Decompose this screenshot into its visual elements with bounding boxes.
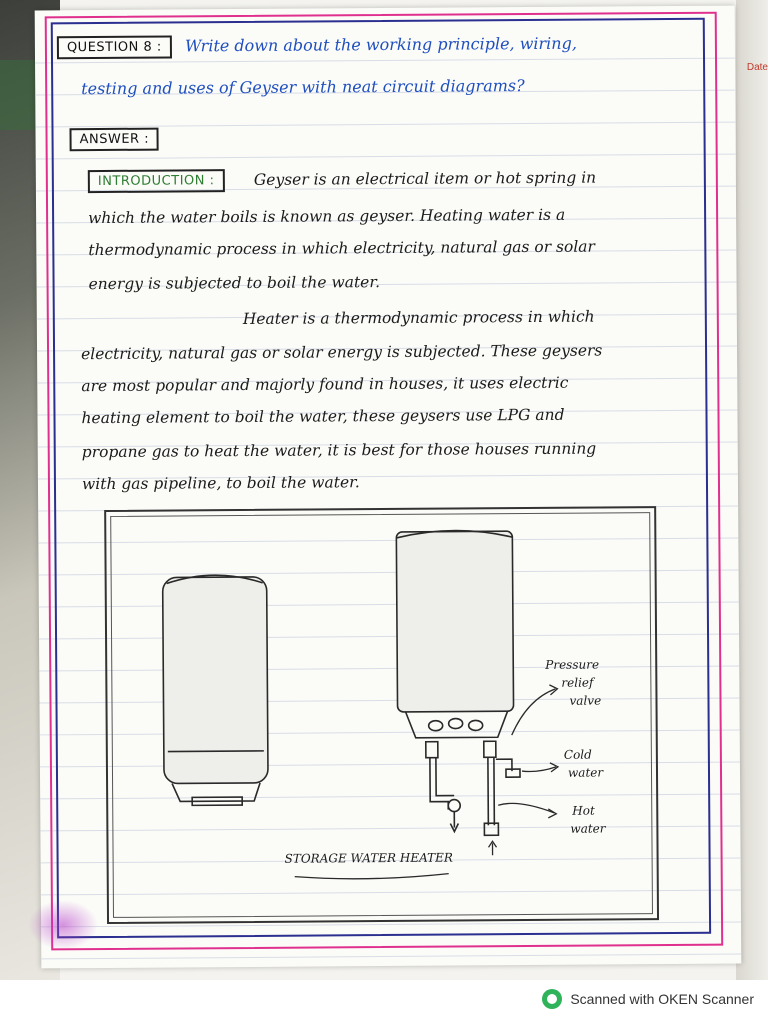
- geyser-diagram: [106, 508, 657, 922]
- intro-line-9: propane gas to heat the water, it is best for those houses running: [81, 439, 597, 462]
- label-pressure-line1: Pressure: [545, 657, 600, 672]
- intro-line-4: energy is subjected to boil the water.: [88, 273, 381, 294]
- diagram-frame: [104, 506, 659, 924]
- question-line-1: Write down about the working principle, wiring,: [184, 33, 577, 56]
- left-geyser-drawing: [163, 575, 269, 806]
- intro-line-1: Geyser is an electrical item or hot spring in: [253, 168, 597, 189]
- ink-smudge: [28, 900, 98, 950]
- notebook-page: [35, 6, 742, 969]
- intro-line-6: electricity, natural gas or solar energy is subjected. These geysers: [81, 341, 603, 364]
- scanner-text: Scanned with OKEN Scanner: [570, 991, 754, 1007]
- question-tag: QUESTION 8 :: [57, 35, 172, 59]
- intro-line-2: which the water boils is known as geyser. Heating water is a: [88, 205, 566, 228]
- storage-heater-drawing: [396, 530, 520, 836]
- scanner-logo-icon: [542, 989, 562, 1009]
- intro-line-10: with gas pipeline, to boil the water.: [81, 473, 360, 494]
- intro-line-8: heating element to boil the water, these geysers use LPG and: [81, 405, 565, 428]
- scanner-watermark: [542, 989, 754, 1009]
- diagram-caption: STORAGE WATER HEATER: [284, 850, 453, 866]
- label-pressure-line2: relief: [561, 675, 594, 690]
- label-hot-line2: water: [570, 821, 606, 836]
- ruled-line: [41, 954, 741, 960]
- intro-line-3: thermodynamic process in which electricity, natural gas or solar: [88, 237, 595, 260]
- background-page-right: [736, 0, 768, 980]
- introduction-tag: INTRODUCTION :: [88, 169, 225, 193]
- intro-line-5: Heater is a thermodynamic process in which: [242, 307, 595, 329]
- intro-line-7: are most popular and majorly found in houses, it uses electric: [81, 373, 569, 396]
- ruled-lines: [35, 6, 735, 11]
- label-hot-line1: Hot: [572, 803, 595, 818]
- answer-tag: ANSWER :: [69, 128, 159, 152]
- label-cold-line1: Cold: [563, 747, 592, 762]
- question-line-2: testing and uses of Geyser with neat circuit diagrams?: [81, 76, 525, 99]
- side-date-tag: Date: [746, 62, 768, 73]
- label-pressure-line3: valve: [569, 693, 602, 708]
- label-cold-line2: water: [567, 765, 604, 780]
